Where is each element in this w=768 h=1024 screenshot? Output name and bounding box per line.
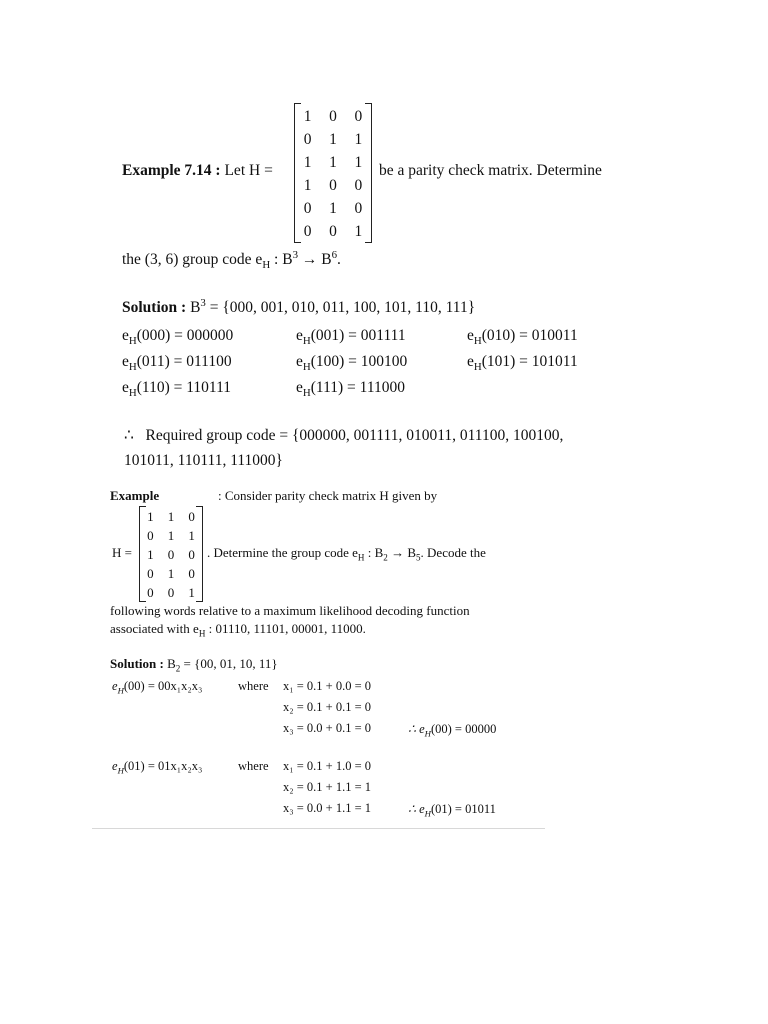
solution-2-line: Solution : $B_2 = \{00$, 01, 10, 11} [110,656,278,674]
matrix-h2-row [140,564,202,583]
b3-set: = {000, 001, 010, 011, 100, 101, 110, 111} [205,299,476,316]
matrix-h1-cell: 1 [303,154,312,171]
matrix-description: be a parity check matrix. Determine [379,162,602,179]
example-2-heading: Example [110,488,160,503]
encoding-entry: $e_H(010) = 010011$ [467,327,578,348]
matrix-h2-cell: 0 [147,566,154,581]
parity-matrix-h2 [139,506,203,602]
matrix-h1-cell: 0 [354,200,363,217]
matrix-h1-cell: 0 [329,108,337,125]
decode-line-b: associated with $e_H$ : 01110, 11101, 00001, 11000. [110,621,366,639]
encoding-entry: $e_H(100) = 100100$ [296,353,408,374]
matrix-h1-cell: 1 [303,108,312,125]
h-label: H = [112,545,132,560]
matrix-h1-cell: 1 [329,200,337,217]
block1-result: ∴ $e_H(00) = 00000$ [408,722,497,739]
block1-x2: x₂ = 0.1 + 0.1 = 0 [283,700,372,714]
parity-matrix-h1 [294,103,372,243]
matrix-h1-row [295,128,371,151]
matrix-h2-cell: 0 [147,585,154,600]
matrix-h1-cell: 0 [329,177,337,194]
encoding-entry: $e_H(011) = 011100$ [122,353,232,374]
matrix-h2-cell: 1 [167,509,175,524]
decode-line-a: following words relative to a maximum likelihood decoding function [110,603,470,618]
matrix-h2-row [140,545,202,564]
matrix-h1-cell: 0 [303,200,312,217]
matrix-h1-cell: 1 [354,131,363,148]
encoding-entry: $e_H(110) = 110111$ [122,379,231,400]
therefore-symbol: ∴ [124,427,134,444]
matrix-h2-cell: 1 [147,509,154,524]
matrix-h1-cell: 0 [303,223,312,240]
matrix-h2-cell: 0 [188,509,195,524]
matrix-h1-cell: 1 [303,177,312,194]
block2-where: where [238,759,269,773]
example-7-14-heading-line [122,162,273,180]
block2-lhs: $e_H(01) = 01x_1x_2x_3$ [112,759,203,776]
determine-line: . Determine the group code $e_H$ : $B_2 \to B_5$. Decode the [207,545,486,563]
matrix-h1-cell: 0 [354,108,363,125]
matrix-h1-cell: 0 [329,223,337,240]
matrix-h1-row [295,174,371,197]
matrix-h1-row [295,220,371,243]
block2-result: ∴ $e_H(01) = 01011$ [408,802,496,819]
matrix-h1-cell: 1 [329,154,337,171]
matrix-h2-row [140,507,202,526]
matrix-h2-cell: 1 [147,547,154,562]
matrix-h2-cell: 1 [188,585,195,600]
block2-x3: x₃ = 0.0 + 1.1 = 1 [283,801,372,815]
group-code-line: the (3, 6) group code $e_H$ : $B^3 \to B^6$. [122,248,341,272]
encoding-entry: $e_H(111) = 111000$ [296,379,405,400]
matrix-h2-row [140,583,202,602]
matrix-h2-cell: 0 [188,566,195,581]
matrix-h2-cell: 1 [167,566,175,581]
matrix-h1-row [295,197,371,220]
block1-x1: x₁ = 0.1 + 0.0 = 0 [283,679,372,693]
block1-lhs: $e_H(00) = 00x_1x_2x_3$ [112,679,203,696]
block1-where: where [238,679,269,693]
encoding-entry: $e_H(000) = 000000$ [122,327,234,348]
solution-label: Solution : [122,299,187,316]
encoding-entry: $e_H(101) = 101011$ [467,353,578,374]
let-h-label: Let H = [224,162,273,179]
matrix-h2-row [140,526,202,545]
matrix-h1-cell: 1 [354,154,363,171]
matrix-h2-cell: 0 [167,585,175,600]
matrix-h1-cell: 0 [303,131,312,148]
matrix-h1-row [295,105,371,128]
example-heading: Example 7.14 : [122,162,221,179]
matrix-h1-row [295,151,371,174]
matrix-h2-cell: 0 [147,528,154,543]
matrix-h1-cell: 0 [354,177,363,194]
encoding-entry: $e_H(001) = 001111$ [296,327,406,348]
block2-x1: x₁ = 0.1 + 1.0 = 0 [283,759,372,773]
required-code-line-1: ∴ Required group code = {000000, 001111, 010011, 011100, 100100, [124,427,564,444]
matrix-h2-cell: 0 [188,547,195,562]
example-2-intro: : Consider parity check matrix H given by [218,488,438,503]
block2-x2: x₂ = 0.1 + 1.1 = 1 [283,780,372,794]
matrix-h2-cell: 0 [167,547,175,562]
matrix-h2-cell: 1 [188,528,195,543]
solution-1-line: Solution : $B^3 = \{000$, 001, 010, 011, 100, 101, 110, 111} [122,296,476,316]
required-code-line-2: 101011, 110111, 111000} [124,452,283,469]
matrix-h2-cell: 1 [167,528,175,543]
matrix-h1-cell: 1 [329,131,337,148]
block1-x3: x₃ = 0.0 + 0.1 = 0 [283,721,372,735]
matrix-h1-cell: 1 [354,223,363,240]
bottom-divider [92,828,545,829]
